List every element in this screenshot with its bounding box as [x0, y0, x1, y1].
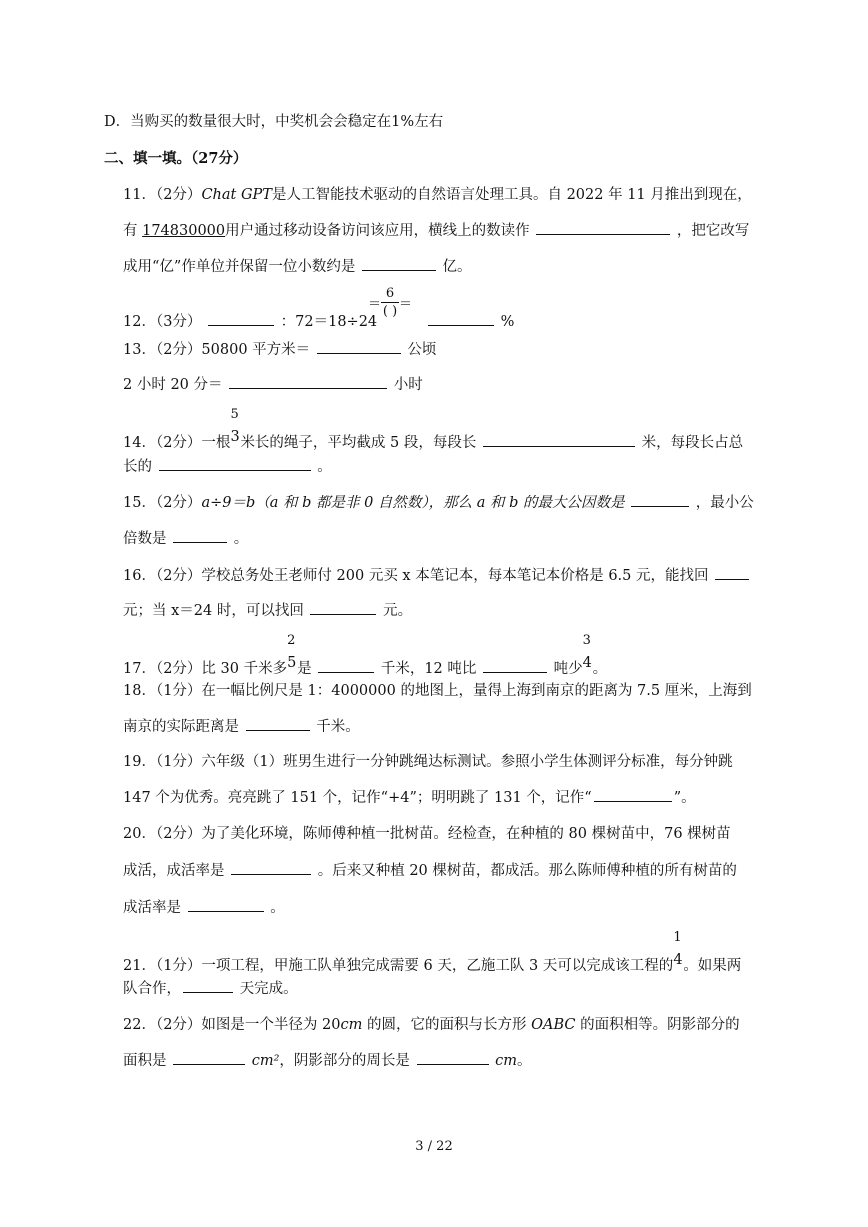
q14-fraction-numerator: 5	[230, 407, 239, 422]
q17-fraction-1-numerator: 2	[287, 633, 296, 648]
question-15-line-1	[123, 492, 754, 513]
q11-text-2: 有	[123, 223, 143, 239]
page-number: 3 / 22	[415, 1139, 453, 1154]
q12-text: ：72＝18÷24	[280, 314, 378, 330]
question-20-line-1	[123, 824, 731, 844]
q17-text: 17．（2分）比 30 千米多	[123, 661, 288, 677]
q18-text: 18．（1分）在一幅比例尺是 1：4000000 的地图上，量得上海到南京的距离为 7.5 厘米，上海到	[123, 683, 752, 699]
q14-text-3: 米，每段长占总	[641, 435, 744, 451]
q17-fraction-2-numerator: 3	[582, 633, 591, 648]
q22-unit-cm: cm	[340, 1017, 363, 1033]
q14-fraction	[230, 407, 240, 447]
q19-text-3: ”。	[673, 790, 696, 806]
q21-fraction	[673, 930, 683, 970]
option-d: D．当购买的数量很大时，中奖机会会稳定在1%左右	[104, 114, 444, 130]
q11-text: 是人工智能技术驱动的自然语言处理工具。自 2022 年 11 月推出到现在，	[271, 187, 752, 203]
q12-number: 12．（3分）	[123, 314, 202, 330]
q13-text: 13．（2分）50800 平方米＝	[123, 342, 311, 358]
q17-fraction-1	[287, 633, 297, 673]
q11-answer-blank-2[interactable]	[362, 256, 436, 271]
question-17	[123, 633, 608, 679]
q22-text-5: ，阴影部分的周长是	[279, 1053, 410, 1069]
q21-text-4: 天完成。	[239, 981, 298, 997]
question-11-line-3	[123, 256, 472, 277]
q22-text-2: 的圆，它的面积与长方形	[362, 1017, 532, 1033]
q14-fraction-denominator: 3	[230, 429, 240, 445]
q11-text-4: ，把它改写	[676, 223, 750, 239]
q17-text-5: 。	[592, 661, 608, 677]
question-12	[123, 311, 377, 332]
q12-answer-blank-1[interactable]	[208, 311, 274, 326]
question-20-line-2	[123, 860, 737, 881]
q13-text-2: 2 小时 20 分＝	[123, 377, 223, 393]
q22-text-6: 。	[517, 1053, 532, 1069]
q17-text-4: 吨少	[553, 661, 583, 677]
q17-answer-blank-1[interactable]	[318, 658, 374, 673]
question-21-line-2	[123, 978, 298, 999]
q21-text-2: 。如果两	[683, 958, 742, 974]
q15-text-2: ，最小公	[695, 495, 754, 511]
question-19-line-2	[123, 787, 696, 808]
q12-fraction	[368, 286, 412, 319]
q12-answer-blank-2[interactable]	[428, 311, 494, 326]
question-13-line-2	[123, 374, 423, 395]
q18-text-3: 千米。	[316, 719, 360, 735]
q12-equals-2: ＝	[398, 297, 412, 312]
q20-text-2: 成活，成活率是	[123, 863, 225, 879]
q19-text: 19．（1分）六年级（1）班男生进行一分钟跳绳达标测试。参照小学生体测评分标准，每分钟跳	[123, 754, 733, 770]
q11-number-value: 174830000	[142, 223, 226, 239]
q17-fraction-2-denominator: 4	[582, 655, 592, 671]
q13-unit-1: 公顷	[407, 342, 437, 358]
q11-product: Chat GPT	[201, 187, 272, 203]
q14-text-4: 长的	[123, 459, 152, 475]
q14-text-5: 。	[317, 459, 332, 475]
q22-text-3: 的面积相等。阴影部分的	[575, 1017, 740, 1033]
q22-rectangle-name: OABC	[531, 1017, 576, 1033]
q13-unit-2: 小时	[393, 377, 423, 393]
question-21-line-1	[123, 930, 742, 976]
question-16-line-1	[123, 565, 751, 586]
q18-answer-blank[interactable]	[246, 716, 310, 731]
question-14-line-1	[123, 407, 744, 453]
q17-fraction-1-denominator: 5	[287, 655, 297, 671]
question-11-line-2	[123, 220, 749, 241]
q16-text: 16．（2分）学校总务处王老师付 200 元买 x 本笔记本，每本笔记本价格是 6.5 元，能找回	[123, 568, 709, 584]
question-19-line-1	[123, 752, 733, 772]
q21-text: 21．（1分）一项工程，甲施工队单独完成需要 6 天，乙施工队 3 天可以完成该工程的	[123, 958, 674, 974]
q22-unit-cm2: cm²	[251, 1053, 280, 1069]
q20-text-3: 。后来又种植 20 棵树苗，都成活。那么陈师傅种植的所有树苗的	[317, 863, 737, 879]
q15-text: a÷9＝b（a 和 b 都是非 0 自然数），那么 a 和 b 的最大公因数是	[201, 495, 625, 511]
q16-answer-blank-2[interactable]	[310, 600, 376, 615]
q12-fraction-numerator: 6	[385, 286, 395, 301]
q14-answer-blank-2[interactable]	[159, 456, 311, 471]
q15-answer-blank-1[interactable]	[631, 492, 689, 507]
q22-text-4: 面积是	[123, 1053, 167, 1069]
q11-text-6: 亿。	[442, 259, 472, 275]
question-14-line-2	[123, 456, 332, 477]
question-12-tail	[426, 311, 514, 332]
q19-answer-blank[interactable]	[594, 787, 672, 802]
q21-fraction-denominator: 4	[673, 952, 683, 968]
question-20-line-3	[123, 897, 285, 918]
q12-percent: %	[500, 314, 515, 330]
q15-number: 15．（2分）	[123, 495, 202, 511]
question-22-line-1	[123, 1015, 740, 1035]
question-13-line-1	[123, 339, 436, 360]
q11-text-5: 成用“亿”作单位并保留一位小数约是	[123, 259, 356, 275]
question-16-line-2	[123, 600, 412, 621]
q17-text-3: 千米，12 吨比	[380, 661, 477, 677]
q21-text-3: 队合作，	[123, 981, 181, 997]
q18-text-2: 南京的实际距离是	[123, 719, 239, 735]
q13-answer-blank-2[interactable]	[229, 374, 387, 389]
q20-text: 20．（2分）为了美化环境，陈师傅种植一批树苗。经检查，在种植的 80 棵树苗中，76 棵树苗	[123, 826, 731, 842]
q22-answer-blank-1[interactable]	[173, 1050, 245, 1065]
question-15-line-2	[123, 528, 248, 549]
section-title: 二、填一填。（27分）	[104, 150, 248, 167]
q20-answer-blank-2[interactable]	[188, 897, 264, 912]
q16-text-3: 元。	[383, 603, 413, 619]
q21-fraction-numerator: 1	[673, 930, 682, 945]
q15-text-4: 。	[233, 531, 249, 547]
q22-unit-cm-2: cm	[495, 1053, 517, 1069]
q15-text-3: 倍数是	[123, 531, 167, 547]
q20-answer-blank-1[interactable]	[231, 860, 311, 875]
q16-answer-blank-1[interactable]	[715, 565, 749, 580]
q20-text-5: 。	[270, 900, 285, 916]
q14-answer-blank-1[interactable]	[483, 432, 635, 447]
q17-fraction-2	[582, 633, 593, 673]
question-18-line-2	[123, 716, 360, 737]
q12-fraction-denominator: ( )	[382, 304, 398, 319]
q11-text-3: 用户通过移动设备访问该应用，横线上的数读作	[225, 223, 530, 239]
q14-text: 14．（2分）一根	[123, 435, 231, 451]
q12-equals-1: ＝	[368, 297, 382, 312]
q20-text-4: 成活率是	[123, 900, 181, 916]
q11-number: 11．（2分）	[123, 187, 202, 203]
question-11-line-1	[123, 185, 752, 205]
q22-text: 22．（2分）如图是一个半径为 20	[123, 1017, 341, 1033]
q13-answer-blank-1[interactable]	[317, 339, 401, 354]
question-18-line-1	[123, 681, 752, 701]
q14-text-2: 米长的绳子，平均截成 5 段，每段长	[240, 435, 477, 451]
q11-answer-blank-1[interactable]	[536, 220, 670, 235]
q17-text-2: 是	[297, 661, 312, 677]
question-22-line-2	[123, 1050, 532, 1071]
q19-text-2: 147 个为优秀。亮亮跳了 151 个，记作“+4”；明明跳了 131 个，记作“	[123, 790, 592, 806]
q17-answer-blank-2[interactable]	[483, 658, 547, 673]
q21-answer-blank[interactable]	[183, 978, 233, 993]
q22-answer-blank-2[interactable]	[417, 1050, 489, 1065]
q15-answer-blank-2[interactable]	[173, 528, 227, 543]
q16-text-2: 元；当 x＝24 时，可以找回	[123, 603, 304, 619]
